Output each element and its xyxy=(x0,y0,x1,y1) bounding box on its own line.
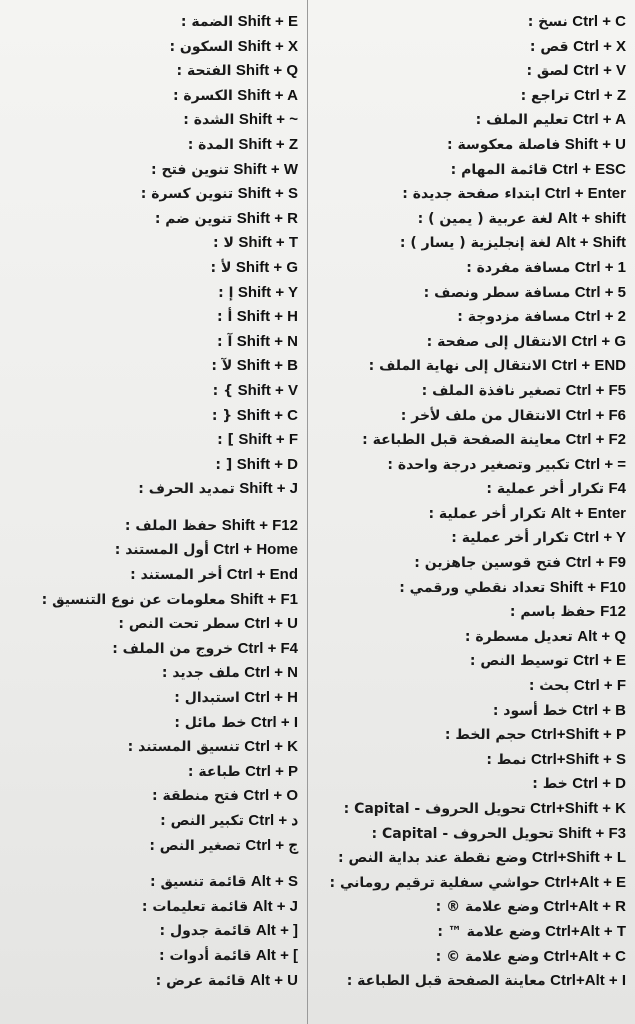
shortcut-key: Alt + Q xyxy=(577,627,626,645)
shortcut-key: Ctrl + V xyxy=(573,62,626,80)
column-divider xyxy=(307,0,308,1024)
right-shortcut-row xyxy=(318,772,626,797)
left-shortcut-row xyxy=(130,563,298,588)
shortcut-description: معاينة الصفحة قبل الطباعة : xyxy=(362,432,562,449)
left-shortcut-row xyxy=(140,231,298,256)
shortcut-description: تصغير نافذة الملف : xyxy=(421,382,562,399)
shortcut-key: Ctrl + F5 xyxy=(565,381,626,399)
shortcut-key: Ctrl + F4 xyxy=(237,639,298,657)
shortcut-description: تنوين فتح : xyxy=(151,161,229,178)
shortcut-description: نسخ : xyxy=(527,14,568,30)
shortcut-key: Shift + B xyxy=(236,357,298,375)
shortcut-description: وضع علامة ™ : xyxy=(437,923,541,940)
right-shortcut-row xyxy=(318,453,626,478)
left-shortcut-row xyxy=(140,784,298,809)
shortcut-key: Ctrl+Shift + K xyxy=(530,800,626,817)
shortcut-key: Alt + [ xyxy=(255,946,298,964)
shortcut-description: معاينة الصفحة قبل الطباعة : xyxy=(346,973,546,990)
left-shortcut-row xyxy=(140,182,298,207)
shortcut-description: نمط : xyxy=(486,751,527,768)
shortcut-key: Shift + Z xyxy=(238,135,298,153)
shortcut-key: Shift + T xyxy=(238,234,298,252)
shortcut-description: } : xyxy=(212,382,234,399)
shortcut-description: تكبير وتصغير درجة واحدة : xyxy=(387,456,570,473)
shortcut-key: Shift + X xyxy=(237,37,298,55)
shortcut-key: Ctrl + E xyxy=(573,652,626,670)
shortcut-key: Ctrl + H xyxy=(244,689,298,707)
left-shortcut-row xyxy=(140,834,298,859)
left-shortcut-row xyxy=(140,10,298,35)
shortcut-description: خط : xyxy=(532,776,568,793)
left-shortcut-row xyxy=(140,686,298,711)
shortcut-key: Ctrl + ج xyxy=(245,836,298,854)
shortcut-key: Shift + E xyxy=(237,13,298,30)
right-shortcut-row xyxy=(318,330,626,355)
shortcut-key: Ctrl + 5 xyxy=(574,283,626,301)
shortcut-description: الكسرة : xyxy=(172,87,233,104)
shortcut-key: Ctrl + P xyxy=(245,762,298,780)
shortcut-description: سطر تحت النص : xyxy=(118,616,240,633)
shortcut-key: Ctrl + I xyxy=(250,713,298,731)
shortcut-description: تنوين ضم : xyxy=(154,210,233,227)
shortcut-description: ] : xyxy=(217,432,234,449)
shortcut-key: Shift + R xyxy=(236,209,298,227)
shortcut-description: قص : xyxy=(529,38,569,55)
left-shortcut-row xyxy=(140,711,298,736)
right-shortcut-row xyxy=(318,600,626,625)
shortcut-key: Ctrl + 2 xyxy=(574,308,626,326)
shortcut-key: Shift + D xyxy=(236,455,298,473)
shortcut-key: Ctrl + X xyxy=(573,37,626,55)
right-shortcut-row xyxy=(318,945,626,970)
shortcut-key: Ctrl + د xyxy=(248,812,298,829)
right-shortcut-row xyxy=(318,871,626,896)
left-shortcut-row xyxy=(140,35,298,60)
shortcut-description: [ : xyxy=(215,456,233,473)
left-shortcut-row xyxy=(140,919,298,944)
shortcut-description: لصق : xyxy=(526,63,569,80)
shortcut-description: استبدال : xyxy=(174,690,240,707)
left-shortcut-row xyxy=(140,158,298,183)
shortcut-description: الفتحة : xyxy=(176,63,232,80)
left-shortcut-row xyxy=(140,428,298,453)
right-shortcut-row xyxy=(318,207,626,232)
shortcut-key: Ctrl+Shift + S xyxy=(530,750,626,768)
right-shortcut-row xyxy=(318,551,626,576)
left-shortcut-row xyxy=(140,133,298,158)
shortcut-key: Shift + W xyxy=(233,160,298,178)
shortcut-description: أخر المستند : xyxy=(130,567,223,584)
shortcut-description: مسافة مزدوجة : xyxy=(457,309,571,326)
shortcut-key: Ctrl+Shift + L xyxy=(531,849,626,867)
right-shortcut-row xyxy=(318,35,626,60)
right-shortcut-row xyxy=(318,576,626,601)
shortcut-description: معلومات عن نوع التنسيق : xyxy=(41,591,226,608)
left-shortcut-row xyxy=(140,969,298,994)
shortcut-key: Shift + V xyxy=(237,381,298,399)
shortcut-key: Ctrl + ESC xyxy=(552,160,626,178)
shortcut-description: تمديد الحرف : xyxy=(138,481,235,498)
left-shortcut-row xyxy=(140,661,298,686)
left-shortcut-row xyxy=(114,538,298,563)
shortcut-key: Alt + U xyxy=(250,971,298,989)
shortcut-description: السكون : xyxy=(169,38,234,55)
left-shortcut-row xyxy=(140,760,298,785)
right-shortcut-row xyxy=(318,822,626,847)
shortcut-description: قائمة المهام : xyxy=(450,161,548,178)
shortcut-description: الانتقال إلى صفحة : xyxy=(426,333,567,350)
shortcut-description: قائمة عرض : xyxy=(155,972,246,989)
left-shortcut-row xyxy=(140,59,298,84)
shortcut-key: Alt + J xyxy=(252,897,298,915)
shortcut-key: Ctrl + F2 xyxy=(565,431,626,449)
shortcut-key: Ctrl + B xyxy=(572,701,626,719)
shortcut-description: لغة إنجليزية ( يسار ) : xyxy=(399,235,552,252)
shortcut-description: تحويل الحروف - Capital : xyxy=(343,801,526,817)
shortcut-key: Ctrl + 1 xyxy=(574,258,626,276)
shortcut-description: تعداد نقطي ورقمي : xyxy=(399,579,546,596)
shortcut-description: تكرار أخر عملية : xyxy=(486,481,605,498)
shortcut-description: خط مائل : xyxy=(174,714,247,731)
left-shortcut-row xyxy=(140,453,298,478)
shortcut-key: Alt + Shift xyxy=(555,234,626,252)
right-shortcut-row xyxy=(318,526,626,551)
shortcut-description: مسافة سطر ونصف : xyxy=(423,284,571,301)
left-shortcut-row xyxy=(140,305,298,330)
shortcut-description: إ : xyxy=(218,284,234,301)
shortcut-description: فتح منطقة : xyxy=(152,788,239,805)
right-shortcut-row xyxy=(318,404,626,429)
shortcut-description: بحث : xyxy=(528,678,570,695)
right-shortcut-row xyxy=(318,158,626,183)
shortcut-description: تراجع : xyxy=(520,87,570,104)
shortcut-description: آ : xyxy=(217,333,233,350)
shortcut-key: Shift + Q xyxy=(235,62,298,80)
shortcut-description: قائمة أدوات : xyxy=(158,947,252,964)
shortcut-key: Ctrl+Shift + P xyxy=(530,726,626,744)
left-shortcut-row xyxy=(41,588,298,613)
right-shortcut-row xyxy=(318,674,626,699)
shortcut-description: حفظ الملف : xyxy=(124,517,218,534)
shortcut-key: Ctrl + = xyxy=(574,455,626,473)
right-shortcut-row xyxy=(318,84,626,109)
right-shortcut-row xyxy=(318,10,626,35)
shortcut-key: Ctrl + Y xyxy=(573,529,626,547)
shortcut-description: فاصلة معكوسة : xyxy=(447,136,561,153)
left-shortcut-row xyxy=(140,207,298,232)
shortcut-description: قائمة تعليمات : xyxy=(141,898,249,915)
shortcut-description: حجم الخط : xyxy=(444,727,527,744)
shortcut-key: Shift + ~ xyxy=(238,111,298,129)
left-shortcut-row xyxy=(140,858,298,870)
shortcut-description: الانتقال إلى نهاية الملف : xyxy=(368,358,547,375)
left-shortcut-row xyxy=(140,108,298,133)
right-shortcut-row xyxy=(318,649,626,674)
shortcut-key: Ctrl+Alt + T xyxy=(545,922,626,940)
shortcut-key: Ctrl + F xyxy=(573,677,626,695)
shortcut-key: F4 xyxy=(608,480,626,498)
shortcut-key: Alt + S xyxy=(250,873,298,891)
right-shortcut-row xyxy=(318,846,626,871)
right-shortcut-row xyxy=(318,231,626,256)
shortcut-key: Shift + H xyxy=(236,308,298,326)
right-shortcut-row xyxy=(318,920,626,945)
shortcut-key: Ctrl + Enter xyxy=(544,185,626,203)
shortcut-key: Ctrl + Home xyxy=(213,541,298,559)
shortcut-description: تكرار أخر عملية : xyxy=(428,505,547,522)
shortcut-key: Ctrl + Z xyxy=(573,86,626,104)
shortcut-description: المدة : xyxy=(187,136,234,153)
shortcut-key: Ctrl+Alt + C xyxy=(543,947,626,965)
right-shortcut-row xyxy=(318,281,626,306)
shortcut-description: لأ : xyxy=(210,259,232,276)
left-shortcut-row xyxy=(140,330,298,355)
left-shortcut-row xyxy=(112,637,298,662)
right-shortcut-row xyxy=(318,354,626,379)
shortcut-key: Shift + F1 xyxy=(230,590,298,608)
shortcut-key: Ctrl + N xyxy=(244,664,298,682)
left-shortcut-row xyxy=(140,379,298,404)
shortcut-key: Ctrl + U xyxy=(244,615,298,633)
right-shortcut-row xyxy=(318,502,626,527)
left-shortcut-row xyxy=(140,944,298,969)
right-shortcut-row xyxy=(318,59,626,84)
shortcut-key: Shift + Y xyxy=(237,283,298,301)
shortcut-description: ابتداء صفحة جديدة : xyxy=(402,186,541,203)
shortcut-description: الشدة : xyxy=(183,112,235,129)
left-shortcut-row xyxy=(127,735,298,760)
left-shortcut-row xyxy=(140,84,298,109)
right-shortcut-row xyxy=(318,256,626,281)
shortcut-description: لا : xyxy=(213,235,234,252)
shortcut-description: فتح قوسين جاهزين : xyxy=(414,555,562,572)
shortcut-description: توسيط النص : xyxy=(469,653,569,670)
shortcut-key: F12 xyxy=(600,603,626,621)
shortcut-description: طباعة : xyxy=(187,763,241,780)
right-shortcut-row xyxy=(318,379,626,404)
shortcut-description: حفظ باسم : xyxy=(509,604,596,621)
shortcut-key: Shift + N xyxy=(236,332,298,350)
shortcut-description: { : xyxy=(211,407,233,424)
shortcut-key: Alt + shift xyxy=(557,209,626,227)
left-shortcut-row xyxy=(140,354,298,379)
shortcut-key: Shift + S xyxy=(237,185,298,203)
shortcut-description: تكبير النص : xyxy=(160,813,244,829)
shortcut-key: Shift + J xyxy=(239,480,298,498)
right-shortcut-row xyxy=(318,182,626,207)
right-shortcut-column xyxy=(318,10,626,994)
shortcut-key: Shift + F12 xyxy=(221,516,298,534)
shortcut-description: وضع علامة © : xyxy=(435,948,540,965)
right-shortcut-row xyxy=(318,723,626,748)
right-shortcut-row xyxy=(318,625,626,650)
shortcut-description: حواشي سفلية ترقيم روماني : xyxy=(329,874,540,891)
shortcut-key: Ctrl + End xyxy=(226,566,298,584)
shortcut-key: Ctrl + END xyxy=(551,357,626,375)
right-shortcut-row xyxy=(318,428,626,453)
shortcut-description: تعديل مسطرة : xyxy=(464,628,573,645)
shortcut-description: تحويل الحروف - Capital : xyxy=(371,825,554,842)
shortcut-description: لآ : xyxy=(211,358,233,375)
shortcut-description: وضع نقطة عند بداية النص : xyxy=(338,850,528,867)
shortcut-key: Shift + F10 xyxy=(549,578,626,596)
shortcut-description: تعليم الملف : xyxy=(475,112,569,129)
left-shortcut-row xyxy=(140,256,298,281)
left-shortcut-row xyxy=(118,612,298,637)
left-shortcut-row xyxy=(124,514,298,539)
shortcut-description: تصغير النص : xyxy=(149,837,241,854)
right-shortcut-row xyxy=(318,305,626,330)
shortcut-key: Shift + C xyxy=(236,406,298,424)
right-shortcut-row xyxy=(318,699,626,724)
right-shortcut-row xyxy=(318,108,626,133)
shortcut-key: Ctrl+Alt + R xyxy=(543,898,626,916)
shortcut-description: قائمة تنسيق : xyxy=(149,874,247,891)
shortcut-description: الضمة : xyxy=(180,14,234,30)
shortcut-key: Alt + Enter xyxy=(550,504,626,522)
shortcut-key: Ctrl + F9 xyxy=(565,554,626,572)
shortcut-key: Shift + U xyxy=(564,135,626,153)
left-shortcut-column xyxy=(41,10,300,993)
shortcut-description: أول المستند : xyxy=(114,542,209,559)
right-shortcut-row xyxy=(318,797,626,822)
left-shortcut-row xyxy=(140,809,298,834)
shortcut-description: أ : xyxy=(217,309,233,326)
shortcut-description: ملف جديد : xyxy=(161,665,240,682)
shortcut-key: Shift + F3 xyxy=(558,824,626,842)
shortcut-description: خروج من الملف : xyxy=(112,640,234,657)
shortcut-key: Ctrl + C xyxy=(572,13,626,30)
left-shortcut-row xyxy=(140,404,298,429)
right-shortcut-row xyxy=(318,477,626,502)
left-shortcut-row xyxy=(140,895,298,920)
shortcut-key: Ctrl + A xyxy=(572,111,626,129)
shortcut-key: Ctrl+Alt + E xyxy=(544,873,626,891)
shortcut-key: Shift + F xyxy=(238,431,298,449)
right-shortcut-row xyxy=(318,895,626,920)
shortcut-description: الانتقال من ملف لأخر : xyxy=(400,407,562,424)
right-shortcut-row xyxy=(318,969,626,994)
shortcut-key: Shift + A xyxy=(237,86,298,104)
shortcut-description: تنسيق المستند : xyxy=(127,739,240,756)
shortcut-description: تنوين كسرة : xyxy=(140,186,234,203)
shortcut-key: Ctrl+Alt + I xyxy=(550,972,626,990)
left-shortcut-row xyxy=(140,281,298,306)
shortcut-key: Ctrl + D xyxy=(572,775,626,793)
right-shortcut-row xyxy=(318,748,626,773)
shortcut-key: Ctrl + G xyxy=(571,332,626,350)
shortcut-description: قائمة جدول : xyxy=(159,923,252,940)
shortcut-key: Ctrl + O xyxy=(243,787,298,805)
shortcut-description: وضع علامة ® : xyxy=(435,899,540,916)
right-shortcut-row xyxy=(318,133,626,158)
shortcut-key: Alt + ] xyxy=(255,922,298,940)
shortcut-key: Ctrl + K xyxy=(244,738,298,756)
shortcut-key: Ctrl + F6 xyxy=(565,406,626,424)
shortcut-key: Shift + G xyxy=(235,258,298,276)
shortcut-description: لغة عربية ( يمين ) : xyxy=(417,210,553,227)
shortcut-description: تكرار أخر عملية : xyxy=(451,530,569,547)
shortcut-description: خط أسود : xyxy=(492,702,568,719)
left-shortcut-row xyxy=(140,477,298,502)
left-shortcut-row xyxy=(140,502,298,514)
left-shortcut-row xyxy=(140,870,298,895)
shortcut-description: مسافة مفردة : xyxy=(466,259,571,276)
